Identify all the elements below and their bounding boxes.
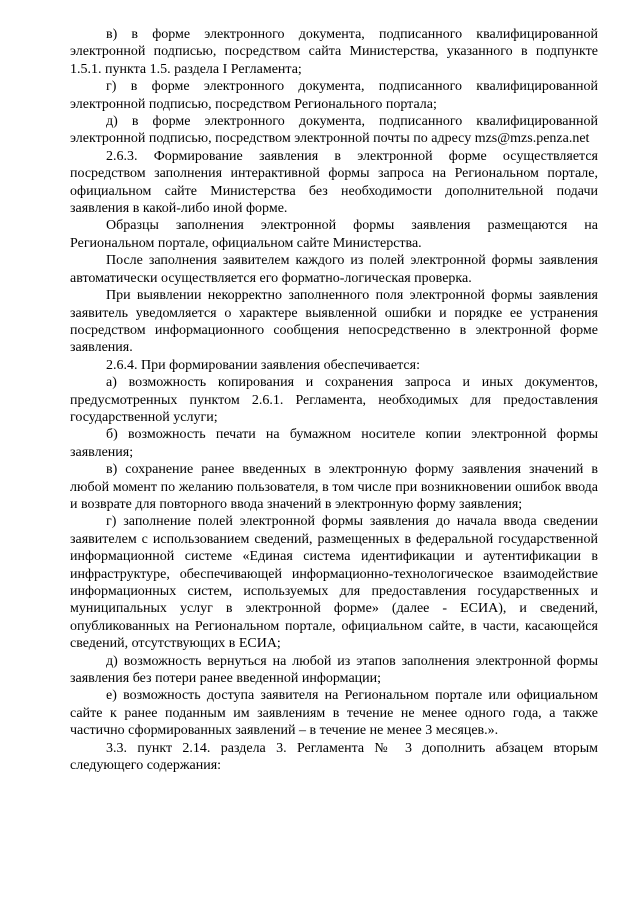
paragraph-2-6-3: 2.6.3. Формирование заявления в электронной форме осуществляется посредством заполнения интерактивной формы запроса на Региональном портале, официальном сайте Министерства без необходимости дополнительной подачи заявления в какой-либо иной форме. bbox=[70, 148, 598, 217]
list-item-b: б) возможность печати на бумажном носителе копии электронной формы заявления; bbox=[70, 427, 598, 460]
paragraph-format-check: После заполнения заявителем каждого из полей электронной формы заявления автоматически осуществляется его форматно-логическая проверка. bbox=[70, 253, 598, 286]
list-item-g: г) заполнение полей электронной формы заявления до начала ввода сведении заявителем с использованием сведений, размещенных в федеральной государственной информационной системе «Единая система идентификации и аутентификации в инфраструктуре, обеспечивающей информационно-технологическое взаимодействие информационных систем, используемых для предоставления государственных и муниципальных услуг в электронной форме» (далее - ЕСИА), и сведений, опубликованных на Региональном портале, официальном сайте, в части, касающейся сведений, отсутствующих в ЕСИА; bbox=[70, 514, 598, 652]
paragraph-item-d: д) в форме электронного документа, подписанного квалифицированной электронной подписью, посредством электронной почты по адресу mzs@mzs.penza.net bbox=[70, 114, 598, 147]
paragraph-item-g: г) в форме электронного документа, подписанного квалифицированной электронной подписью, посредством Регионального портала; bbox=[70, 79, 598, 112]
document-page bbox=[70, 26, 598, 774]
paragraph-error-notice: При выявлении некорректно заполненного поля электронной формы заявления заявитель уведомляется о характере выявленной ошибки и порядке ее устранения посредством информационного сообщения непосредственно в электронной форме заявления. bbox=[70, 288, 598, 356]
list-item-e: е) возможность доступа заявителя на Региональном портале или официальном сайте к ранее поданным им заявлениям в течение не менее одного года, а также частично сформированных заявлений – в течение не менее 3 месяцев.». bbox=[70, 688, 598, 739]
paragraph-item-v: в) в форме электронного документа, подписанного квалифицированной электронной подписью, посредством сайта Министерства, указанного в подпункте 1.5.1. пункта 1.5. раздела I Регламента; bbox=[70, 27, 598, 77]
list-item-d: д) возможность вернуться на любой из этапов заполнения электронной формы заявления без потери ранее введенной информации; bbox=[70, 653, 598, 687]
paragraph-2-6-4: 2.6.4. При формировании заявления обеспечивается: bbox=[106, 357, 420, 373]
list-item-a: а) возможность копирования и сохранения запроса и иных документов, предусмотренных пунктом 2.6.1. Регламента, необходимых для предоставления государственной услуги; bbox=[70, 375, 598, 425]
paragraph-samples: Образцы заполнения электронной формы заявления размещаются на Региональном портале, официальном сайте Министерства. bbox=[70, 218, 598, 251]
list-item-v: в) сохранение ранее введенных в электронную форму заявления значений в любой момент по желанию пользователя, в том числе при возникновении ошибок ввода и возврате для повторного ввода значений в электронную форму заявления; bbox=[70, 462, 598, 512]
paragraph-3-3: 3.3. пункт 2.14. раздела 3. Регламента № 3 дополнить абзацем вторым следующего содержания: bbox=[70, 740, 598, 774]
